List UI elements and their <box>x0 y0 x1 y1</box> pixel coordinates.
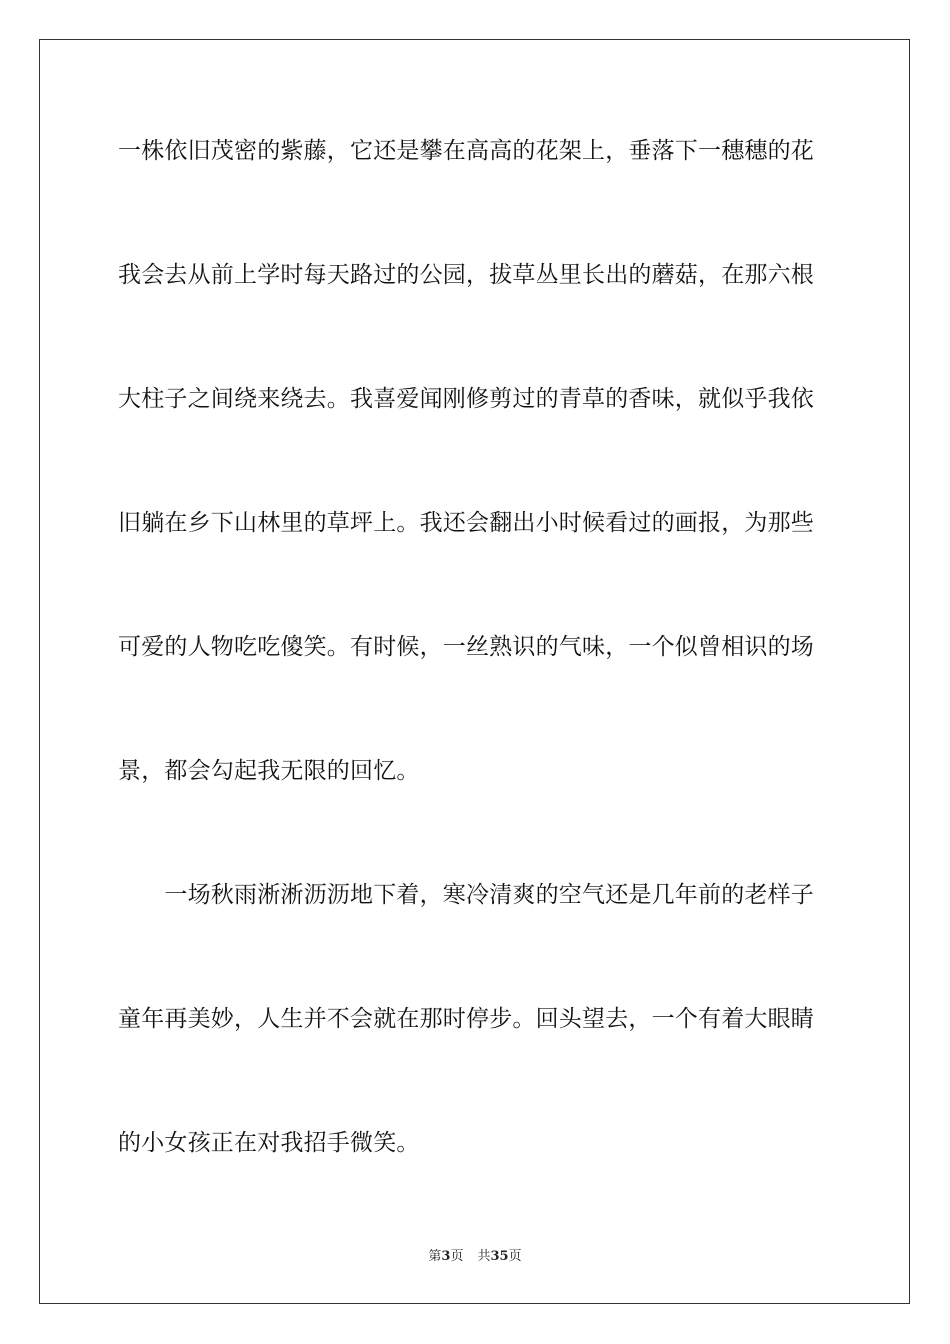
page-border <box>39 39 910 1304</box>
text-line-9: 的小女孩正在对我招手微笑。 <box>118 1130 420 1156</box>
text-line-7: 一场秋雨淅淅沥沥地下着，寒冷清爽的空气还是几年前的老样子 <box>118 882 814 908</box>
text-line-2: 我会去从前上学时每天路过的公园，拔草丛里长出的蘑菇，在那六根 <box>118 262 814 288</box>
footer-page-unit: 页 <box>450 1249 464 1264</box>
text-line-6: 景，都会勾起我无限的回忆。 <box>118 758 420 784</box>
current-page-number: 3 <box>441 1249 451 1264</box>
text-line-5: 可爱的人物吃吃傻笑。有时候，一丝熟识的气味，一个似曾相识的场 <box>118 634 814 660</box>
text-line-3: 大柱子之间绕来绕去。我喜爱闻刚修剪过的青草的香味，就似乎我依 <box>118 386 814 412</box>
footer-total-unit: 页 <box>508 1249 522 1264</box>
text-line-8: 童年再美妙，人生并不会就在那时停步。回头望去，一个有着大眼睛 <box>118 1006 814 1032</box>
total-pages-number: 35 <box>490 1249 509 1264</box>
text-line-4: 旧躺在乡下山林里的草坪上。我还会翻出小时候看过的画报，为那些 <box>118 510 814 536</box>
text-line-1: 一株依旧茂密的紫藤，它还是攀在高高的花架上，垂落下一穗穗的花 <box>118 138 814 164</box>
footer-prefix: 第 <box>428 1249 442 1264</box>
page-footer <box>0 1248 950 1266</box>
footer-total-prefix: 共 <box>477 1249 491 1264</box>
